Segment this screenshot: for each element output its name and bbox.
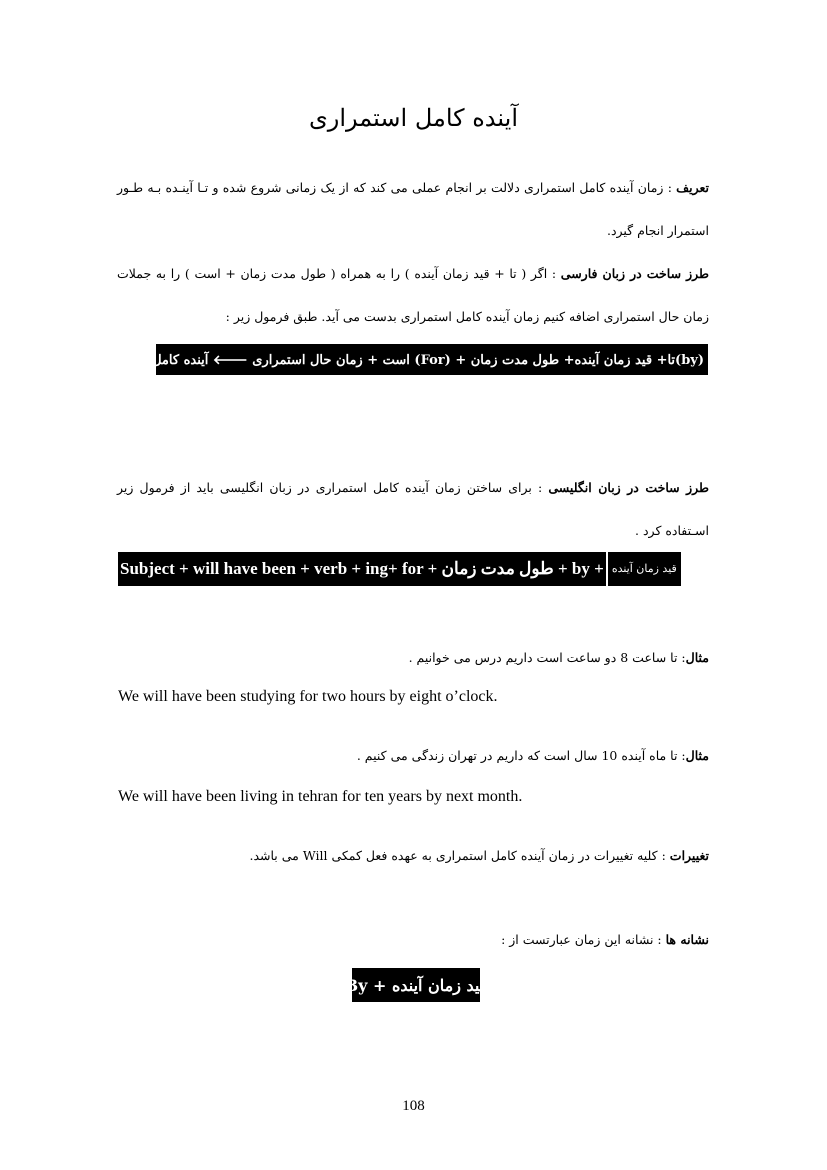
english-structure-paragraph: [117, 466, 709, 552]
example2-label: مثال: [685, 748, 709, 763]
example1-persian: [409, 650, 709, 665]
persian-structure-text: : اگر ( تا + قید زمان آینده ) را به همراه ( طول مدت زمان + است ) را به جملات زمان حال استمراری اضافه کنیم زمان آینده کامل استمراری بدست می آید. طبق فرمول زیر :: [117, 266, 709, 324]
english-formula-box: [118, 552, 681, 586]
sign-formula-text: قید زمان آینده + By: [344, 975, 488, 995]
example2-text: : تا ماه آینده 10 سال است که داریم در تهران زندگی می کنیم .: [356, 748, 686, 763]
example2-english: We will have been living in tehran for ten years by next month.: [118, 788, 523, 805]
persian-structure-label: طرز ساخت در زبان فارسی: [560, 266, 709, 281]
persian-structure-paragraph: [117, 252, 709, 338]
definition-label: تعریف: [676, 180, 709, 195]
english-structure-text: : برای ساختن زمان آینده کامل استمراری در زبان انگلیسی باید از فرمول زیر اسـتفاده کرد .: [117, 480, 709, 538]
changes-text: : کلیه تغییرات در زمان آینده کامل استمراری به عهده فعل کمکی Will می باشد.: [249, 848, 670, 863]
english-formula-main: Subject + will have been + verb + ing+ for + طول مدت زمان + by +: [120, 559, 604, 578]
persian-formula-text: (by)تا+ قید زمان آینده+ طول مدت زمان + (For) است + زمان حال استمراری 🡐 آینده کامل استمراری: [94, 352, 704, 368]
example1-english: We will have been studying for two hours by eight o’clock.: [118, 688, 498, 705]
example1-text: : تا ساعت 8 دو ساعت است داریم درس می خوانیم .: [408, 650, 686, 665]
signs-text: : نشانه این زمان عبارتست از :: [501, 932, 666, 947]
definition-text: : زمان آینده کامل استمراری دلالت بر انجام عملی می کند که از یک زمانی شروع شده و تـا آینـده بـه طـور استمرار انجام گیرد.: [117, 180, 709, 238]
definition-paragraph: [117, 166, 709, 252]
page-number: 108: [402, 1098, 425, 1114]
changes-line: [249, 848, 709, 863]
english-formula-tail: قید زمان آینده: [606, 552, 681, 586]
signs-label: نشانه ها: [665, 932, 709, 947]
sign-formula-box: [344, 968, 488, 1002]
persian-formula-box: [94, 344, 708, 375]
signs-line: [501, 932, 709, 947]
english-structure-label: طرز ساخت در زبان انگلیسی: [548, 480, 709, 495]
example2-persian: [357, 748, 709, 763]
changes-label: تغییرات: [669, 848, 709, 863]
page-title: آینده کامل استمراری: [309, 104, 518, 132]
example1-label: مثال: [685, 650, 709, 665]
